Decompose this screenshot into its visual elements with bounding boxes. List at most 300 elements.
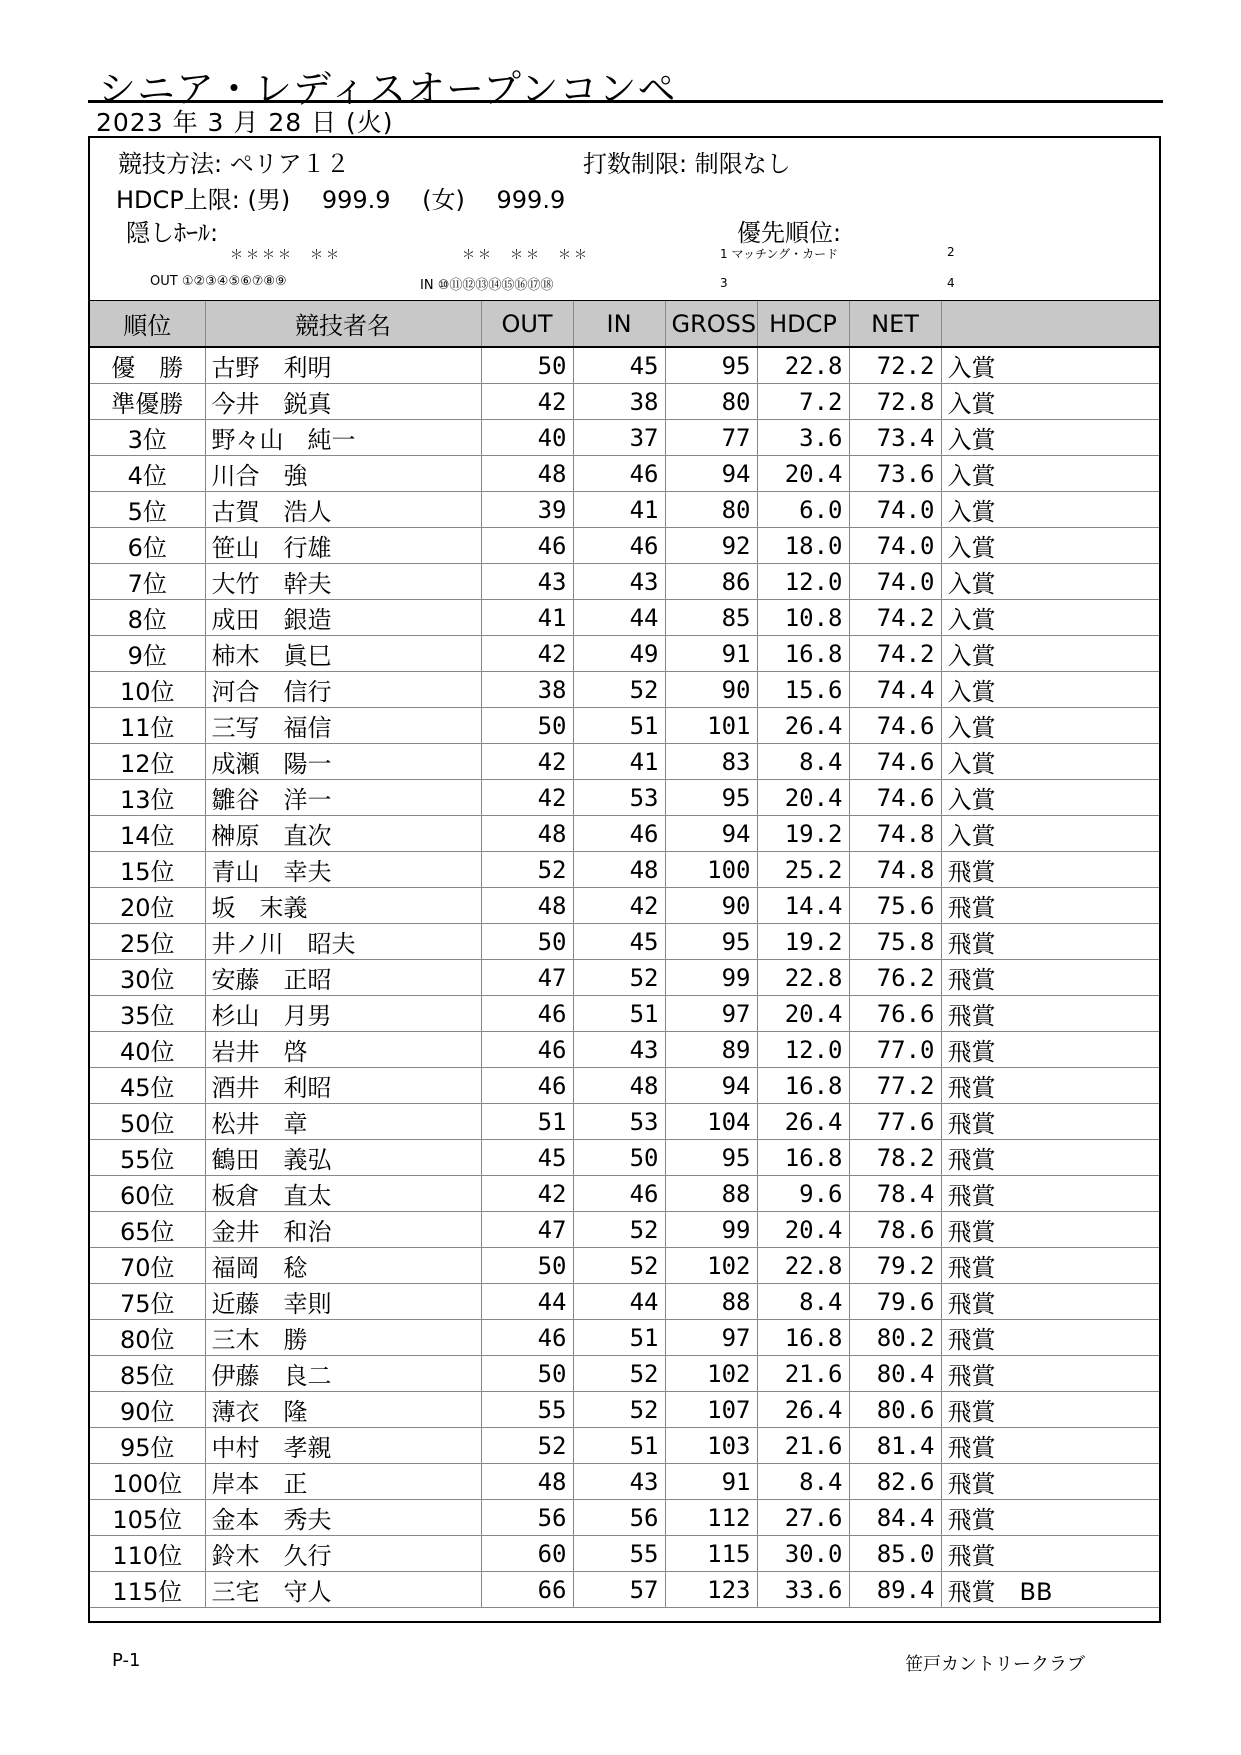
name-cell: 三写 福信 [205, 708, 481, 744]
gross-cell: 86 [665, 564, 757, 600]
net-cell: 78.4 [849, 1176, 941, 1212]
hdcp-cell: 19.2 [757, 924, 849, 960]
out-cell: 47 [481, 1212, 573, 1248]
gross-cell: 112 [665, 1500, 757, 1536]
gross-cell: 97 [665, 1320, 757, 1356]
net-cell: 78.2 [849, 1140, 941, 1176]
rank-cell: 85位 [90, 1356, 205, 1392]
priority-label: 優先順位: [737, 219, 842, 247]
club-name: 笹戸カントリークラブ [905, 1654, 1085, 1675]
rank-cell: 12位 [90, 744, 205, 780]
results-box [88, 136, 1161, 1623]
out-cell: 42 [481, 780, 573, 816]
col-header-award [941, 301, 1159, 347]
out-cell: 48 [481, 816, 573, 852]
net-cell: 73.4 [849, 420, 941, 456]
name-cell: 榊原 直次 [205, 816, 481, 852]
out-cell: 46 [481, 1032, 573, 1068]
in-cell: 52 [573, 960, 665, 996]
award-cell: 入賞 [941, 708, 1159, 744]
table-row [90, 672, 1159, 708]
in-cell: 52 [573, 1356, 665, 1392]
rank-cell: 115位 [90, 1572, 205, 1608]
net-cell: 77.6 [849, 1104, 941, 1140]
award-cell: 入賞 [941, 816, 1159, 852]
in-cell: 52 [573, 1392, 665, 1428]
award-cell: 飛賞 [941, 1464, 1159, 1500]
net-cell: 74.8 [849, 852, 941, 888]
gross-cell: 90 [665, 672, 757, 708]
table-row [90, 1032, 1159, 1068]
rank-cell: 15位 [90, 852, 205, 888]
rank-cell: 準優勝 [90, 384, 205, 420]
col-header-rank: 順位 [90, 301, 205, 347]
col-header-hdcp: HDCP [757, 301, 849, 347]
net-cell: 72.2 [849, 347, 941, 384]
gross-cell: 94 [665, 456, 757, 492]
name-cell: 金本 秀夫 [205, 1500, 481, 1536]
in-cell: 56 [573, 1500, 665, 1536]
priority-2: 2 [947, 245, 955, 259]
award-cell: 入賞 [941, 600, 1159, 636]
hdcp-cell: 18.0 [757, 528, 849, 564]
net-cell: 84.4 [849, 1500, 941, 1536]
net-cell: 74.0 [849, 564, 941, 600]
rank-cell: 105位 [90, 1500, 205, 1536]
rank-cell: 75位 [90, 1284, 205, 1320]
rank-cell: 10位 [90, 672, 205, 708]
in-cell: 52 [573, 1212, 665, 1248]
gross-cell: 95 [665, 780, 757, 816]
table-row [90, 384, 1159, 420]
hdcp-cell: 22.8 [757, 347, 849, 384]
award-cell: 飛賞 [941, 1320, 1159, 1356]
award-cell: 飛賞 [941, 1212, 1159, 1248]
net-cell: 79.6 [849, 1284, 941, 1320]
table-row [90, 960, 1159, 996]
results-table [90, 301, 1159, 1608]
out-cell: 42 [481, 1176, 573, 1212]
gross-cell: 107 [665, 1392, 757, 1428]
net-cell: 74.2 [849, 636, 941, 672]
in-cell: 57 [573, 1572, 665, 1608]
award-cell: 飛賞 [941, 852, 1159, 888]
rank-cell: 110位 [90, 1536, 205, 1572]
net-cell: 77.2 [849, 1068, 941, 1104]
name-cell: 大竹 幹夫 [205, 564, 481, 600]
gross-cell: 88 [665, 1176, 757, 1212]
in-cell: 43 [573, 1464, 665, 1500]
gross-cell: 99 [665, 1212, 757, 1248]
rank-cell: 55位 [90, 1140, 205, 1176]
net-cell: 74.2 [849, 600, 941, 636]
table-row [90, 1248, 1159, 1284]
name-cell: 杉山 月男 [205, 996, 481, 1032]
table-header-row [90, 301, 1159, 347]
name-cell: 古賀 浩人 [205, 492, 481, 528]
event-date: 2023 年 3 月 28 日 (火) [96, 108, 394, 137]
hdcp-cell: 6.0 [757, 492, 849, 528]
hdcp-cell: 16.8 [757, 1140, 849, 1176]
table-row [90, 528, 1159, 564]
hdcp-cell: 3.6 [757, 420, 849, 456]
in-cell: 41 [573, 492, 665, 528]
rank-cell: 8位 [90, 600, 205, 636]
hdcp-cell: 14.4 [757, 888, 849, 924]
name-cell: 松井 章 [205, 1104, 481, 1140]
out-cell: 45 [481, 1140, 573, 1176]
hdcp-cell: 20.4 [757, 996, 849, 1032]
gross-cell: 104 [665, 1104, 757, 1140]
in-cell: 48 [573, 1068, 665, 1104]
rank-cell: 14位 [90, 816, 205, 852]
out-cell: 48 [481, 888, 573, 924]
priority-4: 4 [947, 276, 955, 290]
rank-cell: 95位 [90, 1428, 205, 1464]
award-cell: 入賞 [941, 384, 1159, 420]
col-header-in: IN [573, 301, 665, 347]
hdcp-cell: 30.0 [757, 1536, 849, 1572]
out-cell: 42 [481, 744, 573, 780]
in-cell: 41 [573, 744, 665, 780]
gross-cell: 85 [665, 600, 757, 636]
hdcp-cell: 15.6 [757, 672, 849, 708]
table-row [90, 1356, 1159, 1392]
award-cell: 入賞 [941, 528, 1159, 564]
out-cell: 50 [481, 347, 573, 384]
hidden-marks-in: ＊＊ ＊＊ ＊＊ [462, 248, 591, 263]
hdcp-cell: 8.4 [757, 744, 849, 780]
table-row [90, 996, 1159, 1032]
rank-cell: 9位 [90, 636, 205, 672]
in-cell: 51 [573, 1428, 665, 1464]
rank-cell: 35位 [90, 996, 205, 1032]
out-cell: 42 [481, 384, 573, 420]
award-cell: 飛賞 [941, 996, 1159, 1032]
rank-cell: 3位 [90, 420, 205, 456]
gross-cell: 123 [665, 1572, 757, 1608]
gross-cell: 101 [665, 708, 757, 744]
in-cell: 37 [573, 420, 665, 456]
net-cell: 74.0 [849, 492, 941, 528]
out-cell: 46 [481, 996, 573, 1032]
name-cell: 青山 幸夫 [205, 852, 481, 888]
table-row [90, 456, 1159, 492]
hdcp-cell: 26.4 [757, 708, 849, 744]
out-cell: 51 [481, 1104, 573, 1140]
gross-cell: 95 [665, 1140, 757, 1176]
in-cell: 44 [573, 600, 665, 636]
gross-cell: 97 [665, 996, 757, 1032]
award-cell: 飛賞 [941, 1500, 1159, 1536]
out-cell: 50 [481, 1356, 573, 1392]
gross-cell: 102 [665, 1356, 757, 1392]
name-cell: 福岡 稔 [205, 1248, 481, 1284]
out-cell: 50 [481, 708, 573, 744]
hdcp-cell: 20.4 [757, 780, 849, 816]
col-header-name: 競技者名 [205, 301, 481, 347]
hdcp-cell: 21.6 [757, 1356, 849, 1392]
table-row [90, 1212, 1159, 1248]
net-cell: 80.2 [849, 1320, 941, 1356]
table-row [90, 1500, 1159, 1536]
net-cell: 89.4 [849, 1572, 941, 1608]
hdcp-cell: 20.4 [757, 1212, 849, 1248]
award-cell: 飛賞 [941, 1392, 1159, 1428]
net-cell: 82.6 [849, 1464, 941, 1500]
hdcp-cell: 16.8 [757, 636, 849, 672]
out-cell: 48 [481, 456, 573, 492]
gross-cell: 102 [665, 1248, 757, 1284]
in-cell: 52 [573, 1248, 665, 1284]
hdcp-limit: HDCP上限: (男) 999.9 (女) 999.9 [116, 186, 566, 214]
in-cell: 52 [573, 672, 665, 708]
rank-cell: 90位 [90, 1392, 205, 1428]
name-cell: 岸本 正 [205, 1464, 481, 1500]
in-cell: 50 [573, 1140, 665, 1176]
priority-3: 3 [720, 276, 728, 290]
award-cell: 飛賞 [941, 1104, 1159, 1140]
net-cell: 76.6 [849, 996, 941, 1032]
table-row [90, 780, 1159, 816]
name-cell: 今井 鋭真 [205, 384, 481, 420]
gross-cell: 80 [665, 492, 757, 528]
gross-cell: 90 [665, 888, 757, 924]
in-cell: 46 [573, 1176, 665, 1212]
gross-cell: 91 [665, 636, 757, 672]
out-cell: 38 [481, 672, 573, 708]
gross-cell: 88 [665, 1284, 757, 1320]
in-cell: 55 [573, 1536, 665, 1572]
name-cell: 三宅 守人 [205, 1572, 481, 1608]
net-cell: 74.4 [849, 672, 941, 708]
award-cell: 飛賞 [941, 924, 1159, 960]
table-row [90, 492, 1159, 528]
award-cell: 飛賞 [941, 1428, 1159, 1464]
hdcp-cell: 22.8 [757, 960, 849, 996]
award-cell: 入賞 [941, 672, 1159, 708]
name-cell: 井ノ川 昭夫 [205, 924, 481, 960]
col-header-net: NET [849, 301, 941, 347]
out-cell: 47 [481, 960, 573, 996]
gross-cell: 94 [665, 1068, 757, 1104]
out-cell: 60 [481, 1536, 573, 1572]
table-row [90, 1140, 1159, 1176]
page-number: P-1 [112, 1650, 141, 1671]
rank-cell: 6位 [90, 528, 205, 564]
hdcp-cell: 21.6 [757, 1428, 849, 1464]
priority-1: 1 マッチング・カード [720, 247, 839, 261]
name-cell: 酒井 利昭 [205, 1068, 481, 1104]
rank-cell: 13位 [90, 780, 205, 816]
hdcp-cell: 27.6 [757, 1500, 849, 1536]
name-cell: 河合 信行 [205, 672, 481, 708]
rank-cell: 5位 [90, 492, 205, 528]
table-row [90, 420, 1159, 456]
in-cell: 44 [573, 1284, 665, 1320]
out-cell: 44 [481, 1284, 573, 1320]
out-cell: 66 [481, 1572, 573, 1608]
gross-cell: 92 [665, 528, 757, 564]
name-cell: 板倉 直太 [205, 1176, 481, 1212]
out-cell: 43 [481, 564, 573, 600]
award-cell: 飛賞 [941, 1068, 1159, 1104]
hidden-marks-out: ＊＊＊＊ ＊＊ [230, 248, 343, 263]
table-row [90, 564, 1159, 600]
hdcp-cell: 9.6 [757, 1176, 849, 1212]
net-cell: 80.6 [849, 1392, 941, 1428]
award-cell: 入賞 [941, 347, 1159, 384]
award-cell: 入賞 [941, 780, 1159, 816]
gross-cell: 95 [665, 347, 757, 384]
net-cell: 74.0 [849, 528, 941, 564]
hdcp-cell: 22.8 [757, 1248, 849, 1284]
in-cell: 51 [573, 996, 665, 1032]
table-row [90, 924, 1159, 960]
name-cell: 近藤 幸則 [205, 1284, 481, 1320]
competition-method: 競技方法: ペリア１２ [118, 150, 350, 178]
gross-cell: 83 [665, 744, 757, 780]
rank-cell: 30位 [90, 960, 205, 996]
hdcp-cell: 25.2 [757, 852, 849, 888]
out-cell: 52 [481, 1428, 573, 1464]
name-cell: 安藤 正昭 [205, 960, 481, 996]
hidden-holes-label: 隠しﾎｰﾙ: [126, 219, 219, 247]
out-cell: 50 [481, 1248, 573, 1284]
name-cell: 岩井 啓 [205, 1032, 481, 1068]
name-cell: 柿木 眞巳 [205, 636, 481, 672]
out-cell: 40 [481, 420, 573, 456]
rank-cell: 7位 [90, 564, 205, 600]
net-cell: 80.4 [849, 1356, 941, 1392]
table-row [90, 1068, 1159, 1104]
name-cell: 坂 末義 [205, 888, 481, 924]
table-row [90, 1536, 1159, 1572]
in-cell: 46 [573, 816, 665, 852]
out-cell: 48 [481, 1464, 573, 1500]
out-cell: 41 [481, 600, 573, 636]
rank-cell: 4位 [90, 456, 205, 492]
hdcp-cell: 8.4 [757, 1464, 849, 1500]
net-cell: 77.0 [849, 1032, 941, 1068]
table-row [90, 600, 1159, 636]
in-cell: 43 [573, 1032, 665, 1068]
table-row [90, 708, 1159, 744]
name-cell: 笹山 行雄 [205, 528, 481, 564]
table-row [90, 744, 1159, 780]
rank-cell: 65位 [90, 1212, 205, 1248]
hdcp-cell: 7.2 [757, 384, 849, 420]
name-cell: 雛谷 洋一 [205, 780, 481, 816]
net-cell: 74.6 [849, 744, 941, 780]
table-row [90, 636, 1159, 672]
rank-cell: 優 勝 [90, 347, 205, 384]
name-cell: 成田 銀造 [205, 600, 481, 636]
net-cell: 85.0 [849, 1536, 941, 1572]
out-cell: 56 [481, 1500, 573, 1536]
col-header-gross: GROSS [665, 301, 757, 347]
table-row [90, 347, 1159, 384]
in-cell: 45 [573, 347, 665, 384]
hdcp-cell: 12.0 [757, 1032, 849, 1068]
stroke-limit: 打数制限: 制限なし [583, 150, 791, 178]
gross-cell: 95 [665, 924, 757, 960]
table-row [90, 1392, 1159, 1428]
table-row [90, 816, 1159, 852]
gross-cell: 103 [665, 1428, 757, 1464]
name-cell: 三木 勝 [205, 1320, 481, 1356]
award-cell: 飛賞 [941, 960, 1159, 996]
table-row [90, 1464, 1159, 1500]
gross-cell: 100 [665, 852, 757, 888]
out-cell: 42 [481, 636, 573, 672]
hdcp-cell: 12.0 [757, 564, 849, 600]
name-cell: 伊藤 良二 [205, 1356, 481, 1392]
table-row [90, 1572, 1159, 1608]
table-row [90, 1428, 1159, 1464]
table-row [90, 1284, 1159, 1320]
award-cell: 入賞 [941, 420, 1159, 456]
hdcp-cell: 20.4 [757, 456, 849, 492]
net-cell: 79.2 [849, 1248, 941, 1284]
award-cell: 飛賞 [941, 1176, 1159, 1212]
table-row [90, 1320, 1159, 1356]
award-cell: 飛賞 [941, 1032, 1159, 1068]
award-cell: 飛賞 [941, 1284, 1159, 1320]
out-cell: 55 [481, 1392, 573, 1428]
hdcp-cell: 26.4 [757, 1392, 849, 1428]
rank-cell: 70位 [90, 1248, 205, 1284]
award-cell: 飛賞 [941, 1140, 1159, 1176]
name-cell: 鈴木 久行 [205, 1536, 481, 1572]
hdcp-cell: 19.2 [757, 816, 849, 852]
rank-cell: 100位 [90, 1464, 205, 1500]
in-cell: 48 [573, 852, 665, 888]
in-cell: 53 [573, 1104, 665, 1140]
name-cell: 川合 強 [205, 456, 481, 492]
award-cell: 飛賞 [941, 1356, 1159, 1392]
out-cell: 39 [481, 492, 573, 528]
net-cell: 75.6 [849, 888, 941, 924]
award-cell: 飛賞 [941, 1536, 1159, 1572]
out-cell: 46 [481, 1320, 573, 1356]
rank-cell: 80位 [90, 1320, 205, 1356]
name-cell: 野々山 純一 [205, 420, 481, 456]
net-cell: 75.8 [849, 924, 941, 960]
gross-cell: 89 [665, 1032, 757, 1068]
net-cell: 81.4 [849, 1428, 941, 1464]
name-cell: 金井 和治 [205, 1212, 481, 1248]
in-cell: 42 [573, 888, 665, 924]
net-cell: 72.8 [849, 384, 941, 420]
award-cell: 入賞 [941, 744, 1159, 780]
award-cell: 入賞 [941, 564, 1159, 600]
hdcp-cell: 8.4 [757, 1284, 849, 1320]
award-cell: 飛賞 BB [941, 1572, 1159, 1608]
in-cell: 53 [573, 780, 665, 816]
table-row [90, 888, 1159, 924]
in-cell: 38 [573, 384, 665, 420]
name-cell: 古野 利明 [205, 347, 481, 384]
award-cell: 入賞 [941, 492, 1159, 528]
net-cell: 74.6 [849, 780, 941, 816]
net-cell: 74.6 [849, 708, 941, 744]
table-row [90, 1104, 1159, 1140]
in-cell: 49 [573, 636, 665, 672]
table-row [90, 852, 1159, 888]
in-cell: 46 [573, 528, 665, 564]
net-cell: 74.8 [849, 816, 941, 852]
